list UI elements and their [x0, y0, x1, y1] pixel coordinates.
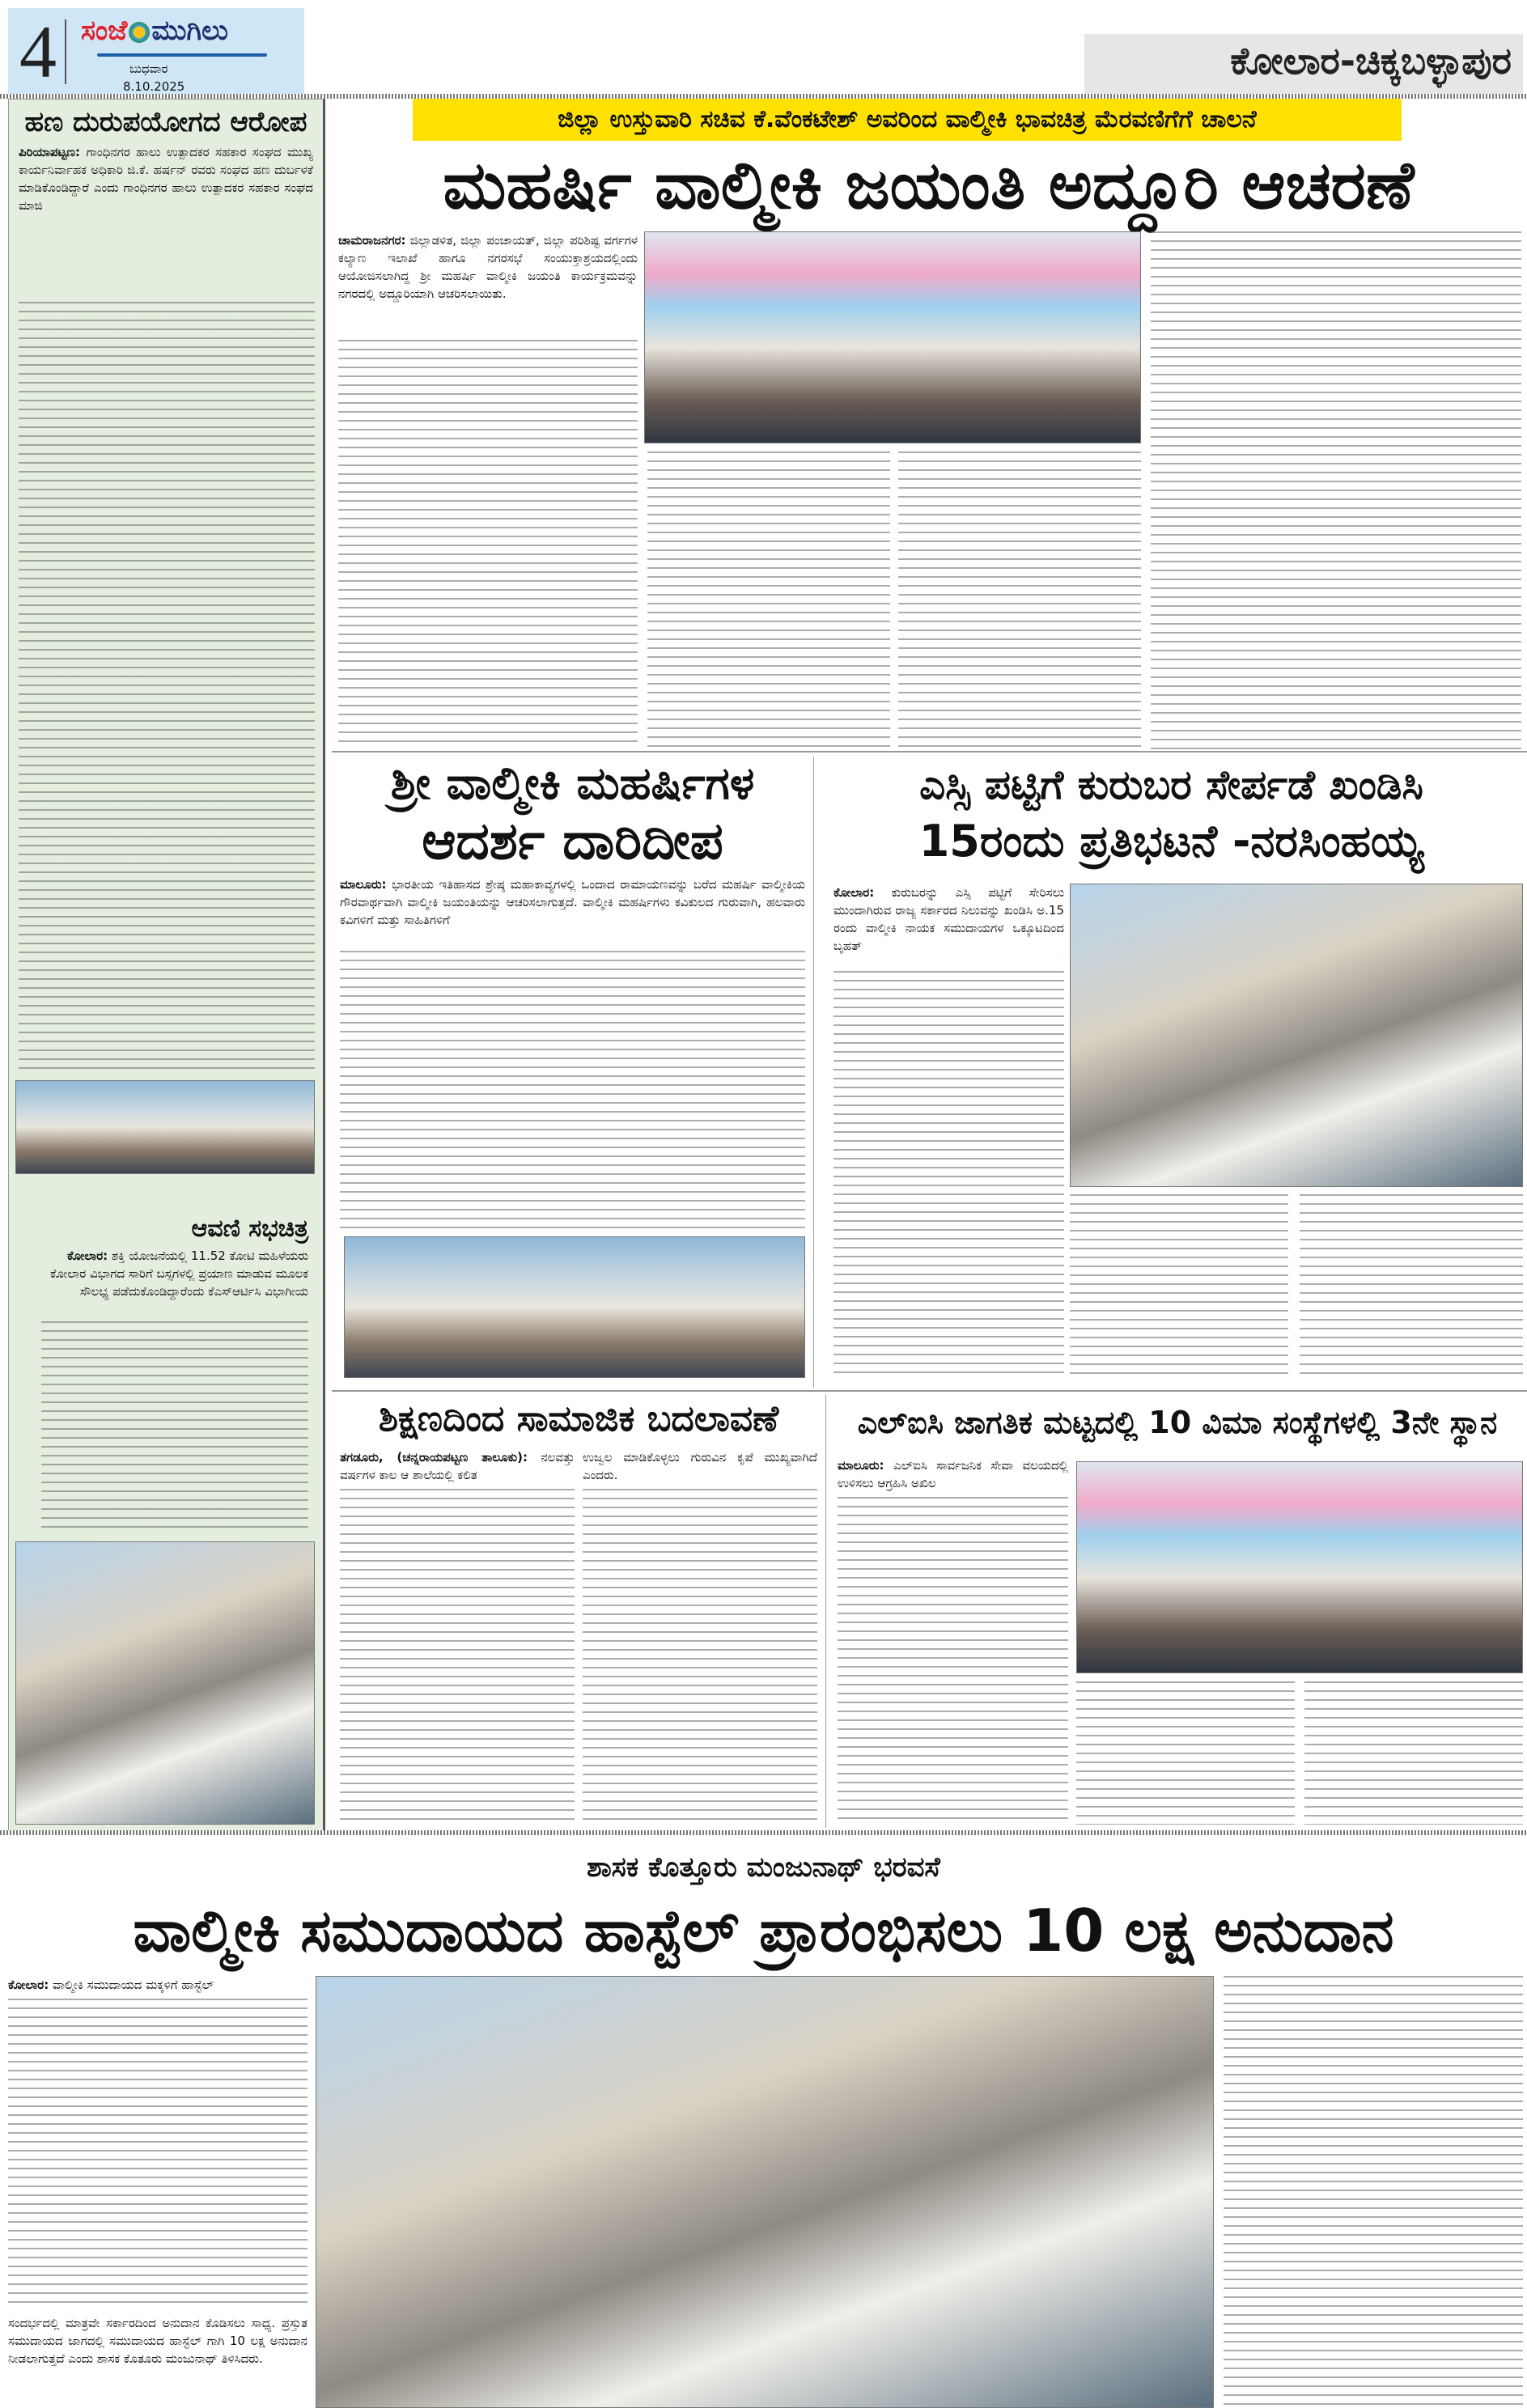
issue-date: 8.10.2025: [123, 79, 185, 94]
sidebar-story-1-body: [19, 302, 315, 1075]
main-body-col-3: [898, 451, 1141, 747]
lic-photo: [1076, 1461, 1523, 1673]
kuruba-lead: [833, 884, 1064, 955]
region-title: ಕೋಲಾರ-ಚಿಕ್ಕಬಳ್ಳಾಪುರ: [1084, 34, 1523, 94]
valmiki-body: [340, 951, 805, 1230]
main-lead: [338, 231, 638, 303]
dateline: ಕೋಲಾರ:: [66, 1249, 108, 1263]
dateline: ಮಾಲೂರು:: [838, 1458, 884, 1473]
education-lead-2: ಉಜ್ವಲ ಮಾಡಿಕೊಳ್ಳಲು ಗುರುವಿನ ಕೃಪೆ ಮುಖ್ಯವಾಗಿದೆ ಎಂದರು.: [583, 1450, 817, 1482]
sun-logo-icon: [129, 22, 150, 43]
education-body-col-1: [340, 1489, 575, 1825]
sidebar-photo-2: [15, 1541, 315, 1825]
kuruba-body-col-2: [1070, 1194, 1288, 1380]
kuruba-photo: [1070, 884, 1523, 1187]
sidebar-headline-2: ಆವಣಿ ಸಭಚಿತ್ರ: [191, 1215, 308, 1243]
column-divider: [825, 1395, 826, 1828]
sidebar-headline-1: ಹಣ ದುರುಪಯೋಗದ ಆರೋಪ: [24, 106, 308, 138]
dateline: ತಗಡೂರು, (ಚನ್ನರಾಯಪಟ್ಟಣ ತಾಲೂಕು):: [340, 1450, 528, 1465]
dateline: ಕೋಲಾರ:: [833, 885, 875, 900]
bottom-photo: [316, 1976, 1214, 2408]
lic-headline: ಎಲ್‌ಐಸಿ ಜಾಗತಿಕ ಮಟ್ಟದಲ್ಲಿ 10 ವಿಮಾ ಸಂಸ್ಥೆಗಳಲ್ಲಿ 3ನೇ ಸ್ಥಾನ: [857, 1405, 1498, 1440]
valmiki-lead: [340, 875, 805, 929]
valmiki-headline-1: ಶ್ರೀ ವಾಲ್ಮೀಕಿ ಮಹರ್ಷಿಗಳ: [390, 757, 755, 810]
masthead-divider: [65, 19, 66, 84]
kuruba-headline-2: 15ರಂದು ಪ್ರತಿಭಟನೆ -ನರಸಿಂಹಯ್ಯ: [918, 816, 1424, 867]
logo-text-blue: ಮುಗಿಲು: [151, 15, 228, 47]
sidebar-photo-1: [15, 1080, 315, 1174]
divider: [332, 1390, 1527, 1392]
kuruba-body-col-1: [833, 971, 1064, 1380]
lic-body-col-2: [1076, 1681, 1295, 1825]
kuruba-headline-1: ಎಸ್ಸಿ ಪಟ್ಟಿಗೆ ಕುರುಬರ ಸೇರ್ಪಡೆ ಖಂಡಿಸಿ: [919, 761, 1423, 808]
main-body-col-4: [1151, 231, 1521, 749]
dateline: ಕೋಲಾರ:: [8, 1978, 49, 1992]
bottom-headline: ವಾಲ್ಮೀಕಿ ಸಮುದಾಯದ ಹಾಸ್ಟೆಲ್ ಪ್ರಾರಂಭಿಸಲು 10 ಲಕ್ಷ ಅನುದಾನ: [133, 1897, 1394, 1965]
education-headline: ಶಿಕ್ಷಣದಿಂದ ಸಾಮಾಜಿಕ ಬದಲಾವಣೆ: [378, 1398, 779, 1439]
valmiki-photo: [344, 1236, 805, 1378]
lead-text: ಭಾರತೀಯ ಇತಿಹಾಸದ ಶ್ರೇಷ್ಠ ಮಹಾಕಾವ್ಯಗಳಲ್ಲಿ ಒಂದಾದ ರಾಮಾಯಣವನ್ನು ಬರೆದ ಮಹರ್ಷಿ ವಾಲ್ಮೀಕಿಯ ಗೌರವಾರ್ಥವಾಗಿ ವಾಲ್ಮೀಕಿ ಜಯಂತಿಯನ್ನು ಆಚರಿಸಲಾಗುತ್ತದೆ. ವಾಲ್ಮೀಕಿ ಮಹರ್ಷಿಗಳು ಕವಿಕುಲದ ಗುರುವಾಗಿ, ಹಲವಾರು ಕವಿಗಳಿಗೆ ಮತ್ತು ಸಾಹಿತಿಗಳಿಗೆ: [340, 877, 805, 927]
bottom-quote: ಸಂದರ್ಭದಲ್ಲಿ ಮಾತ್ರವೇ ಸರ್ಕಾರದಿಂದ ಅನುದಾನ ಕೊಡಿಸಲು ಸಾಧ್ಯ. ಪ್ರಸ್ತುತ ಸಮುದಾಯದ ಜಾಗದಲ್ಲಿ ಸಮುದಾಯದ ಹಾಸ್ಟೆಲ್ ಗಾಗಿ 10 ಲಕ್ಷ ಅನುದಾನ ನೀಡಲಾಗುತ್ತದೆ ಎಂದು ಶಾಸಕ ಕೊತೂರು ಮಂಜುನಾಥ್ ತಿಳಿಸಿದರು.: [8, 2316, 308, 2366]
bottom-lead: [8, 1976, 308, 1994]
sidebar-column: [8, 99, 325, 1832]
lead-text: ಜಿಲ್ಲಾಡಳಿತ, ಜಿಲ್ಲಾ ಪಂಚಾಯತ್, ಜಿಲ್ಲಾ ಪರಿಶಿಷ್ಟ ವರ್ಗಗಳ ಕಲ್ಯಾಣ ಇಲಾಖೆ ಹಾಗೂ ನಗರಸಭೆ ಸಂಯುಕ್ತಾಶ್ರಯದಲ್ಲಿಂದು ಆಯೋಜಿಸಲಾಗಿದ್ದ ಶ್ರೀ ಮಹರ್ಷಿ ವಾಲ್ಮೀಕಿ ಜಯಂತಿ ಕಾರ್ಯಕ್ರಮವನ್ನು ನಗರದಲ್ಲಿ ಅದ್ದೂರಿಯಾಗಿ ಆಚರಿಸಲಾಯಿತು.: [338, 233, 638, 301]
dateline: ಪಿರಿಯಾಪಟ್ಟಣ:: [19, 145, 81, 159]
column-divider: [813, 757, 814, 1388]
main-kicker: ಜಿಲ್ಲಾ ಉಸ್ತುವಾರಿ ಸಚಿವ ಕೆ.ವೆಂಕಟೇಶ್ ಅವರಿಂದ ವಾಲ್ಮೀಕಿ ಭಾವಚಿತ್ರ ಮೆರವಣಿಗೆಗೆ ಚಾಲನೆ: [413, 99, 1402, 141]
sidebar-story-2-body: [41, 1321, 308, 1532]
bottom-body-col-2: [1224, 1976, 1523, 2408]
dateline: ಮಾಲೂರು:: [340, 877, 387, 892]
page-number: 4: [19, 11, 57, 93]
sidebar-story-2-lead: [33, 1247, 308, 1300]
main-headline: ಮಹರ್ಷಿ ವಾಲ್ಮೀಕಿ ಜಯಂತಿ ಅದ್ದೂರಿ ಆಚರಣೆ: [443, 147, 1415, 224]
valmiki-headline-2: ಆದರ್ಶ ದಾರಿದೀಪ: [422, 812, 723, 871]
divider: [332, 751, 1527, 752]
lic-body-col-1: [838, 1497, 1068, 1825]
logo-text-red: ಸಂಜೆ: [81, 15, 128, 47]
bottom-rule: [0, 1830, 1527, 1835]
main-body-col-2: [647, 451, 890, 747]
education-body-col-2: [583, 1489, 817, 1825]
main-photo: [644, 231, 1141, 443]
newspaper-logo: [81, 15, 228, 47]
logo-underline: [97, 53, 267, 57]
bottom-kicker: ಶಾಸಕ ಕೊತ್ತೂರು ಮಂಜುನಾಥ್ ಭರವಸೆ: [587, 1851, 940, 1884]
lead-text: ಎಲ್‌ಐಸಿ ಸಾರ್ವಜನಿಕ ಸೇವಾ ವಲಯದಲ್ಲಿ ಉಳಿಸಲು ಆಗ್ರಹಿಸಿ ಅಖಿಲ: [838, 1458, 1068, 1490]
dateline: ಚಾಮರಾಜನಗರ:: [338, 233, 406, 248]
lic-body-col-3: [1304, 1681, 1523, 1825]
education-lead: [340, 1448, 575, 1484]
lead-text: ಕುರುಬರನ್ನು ಎಸ್ಸಿ ಪಟ್ಟಿಗೆ ಸೇರಿಸಲು ಮುಂದಾಗಿರುವ ರಾಜ್ಯ ಸರ್ಕಾರದ ನಿಲುವನ್ನು ಖಂಡಿಸಿ ಅ.15 ರಂದು ವಾಲ್ಮೀಕಿ ನಾಯಕ ಸಮುದಾಯಗಳ ಒಕ್ಕೂಟದಿಂದ ಬೃಹತ್: [833, 885, 1064, 953]
lead-text: ನಲವತ್ತು ವರ್ಷಗಳ ಕಾಲ ಆ ಶಾಲೆಯಲ್ಲಿ ಕಲಿತ: [340, 1450, 575, 1482]
kuruba-body-col-3: [1300, 1194, 1523, 1380]
weekday: ಬುಧವಾರ: [129, 61, 168, 76]
bottom-body-col-1: [8, 1999, 308, 2306]
masthead: [8, 8, 304, 94]
lead-text: ವಾಲ್ಮೀಕಿ ಸಮುದಾಯದ ಮಕ್ಕಳಿಗೆ ಹಾಸ್ಟೆಲ್: [52, 1978, 214, 1992]
sidebar-story-1-lead: [19, 143, 313, 214]
lic-lead: [838, 1456, 1068, 1492]
lead-text: ಶಕ್ತಿ ಯೋಜನೆಯಲ್ಲಿ 11.52 ಕೋಟಿ ಮಹಿಳೆಯರು ಕೋಲಾರ ವಿಭಾಗದ ಸಾರಿಗೆ ಬಸ್ಸಗಳಲ್ಲಿ ಪ್ರಯಾಣ ಮಾಡುವ ಮೂಲಕ ಸೌಲಭ್ಯ ಪಡೆದುಕೊಂಡಿದ್ದಾರೆಂದು ಕೆಎಸ್ಆರ್ಟಿಸಿ ವಿಭಾಗೀಯ: [50, 1249, 308, 1299]
main-body-col-1: [338, 340, 638, 748]
lead-text: ಗಾಂಧಿನಗರ ಹಾಲು ಉತ್ಪಾದಕರ ಸಹಕಾರ ಸಂಘದ ಮುಖ್ಯ ಕಾರ್ಯನಿರ್ವಾಹಕ ಅಧಿಕಾರಿ ಜಿ.ಕೆ. ಹರ್ಷನ್ ರವರು ಸಂಘದ ಹಣ ದುರ್ಬಳಕೆ ಮಾಡಿಕೊಂಡಿದ್ದಾರೆ ಎಂದು ಗಾಂಧಿನಗರ ಹಾಲು ಉತ್ಪಾದಕರ ಸಹಕಾರ ಸಂಘದ ಮಾಜಿ: [19, 145, 313, 213]
